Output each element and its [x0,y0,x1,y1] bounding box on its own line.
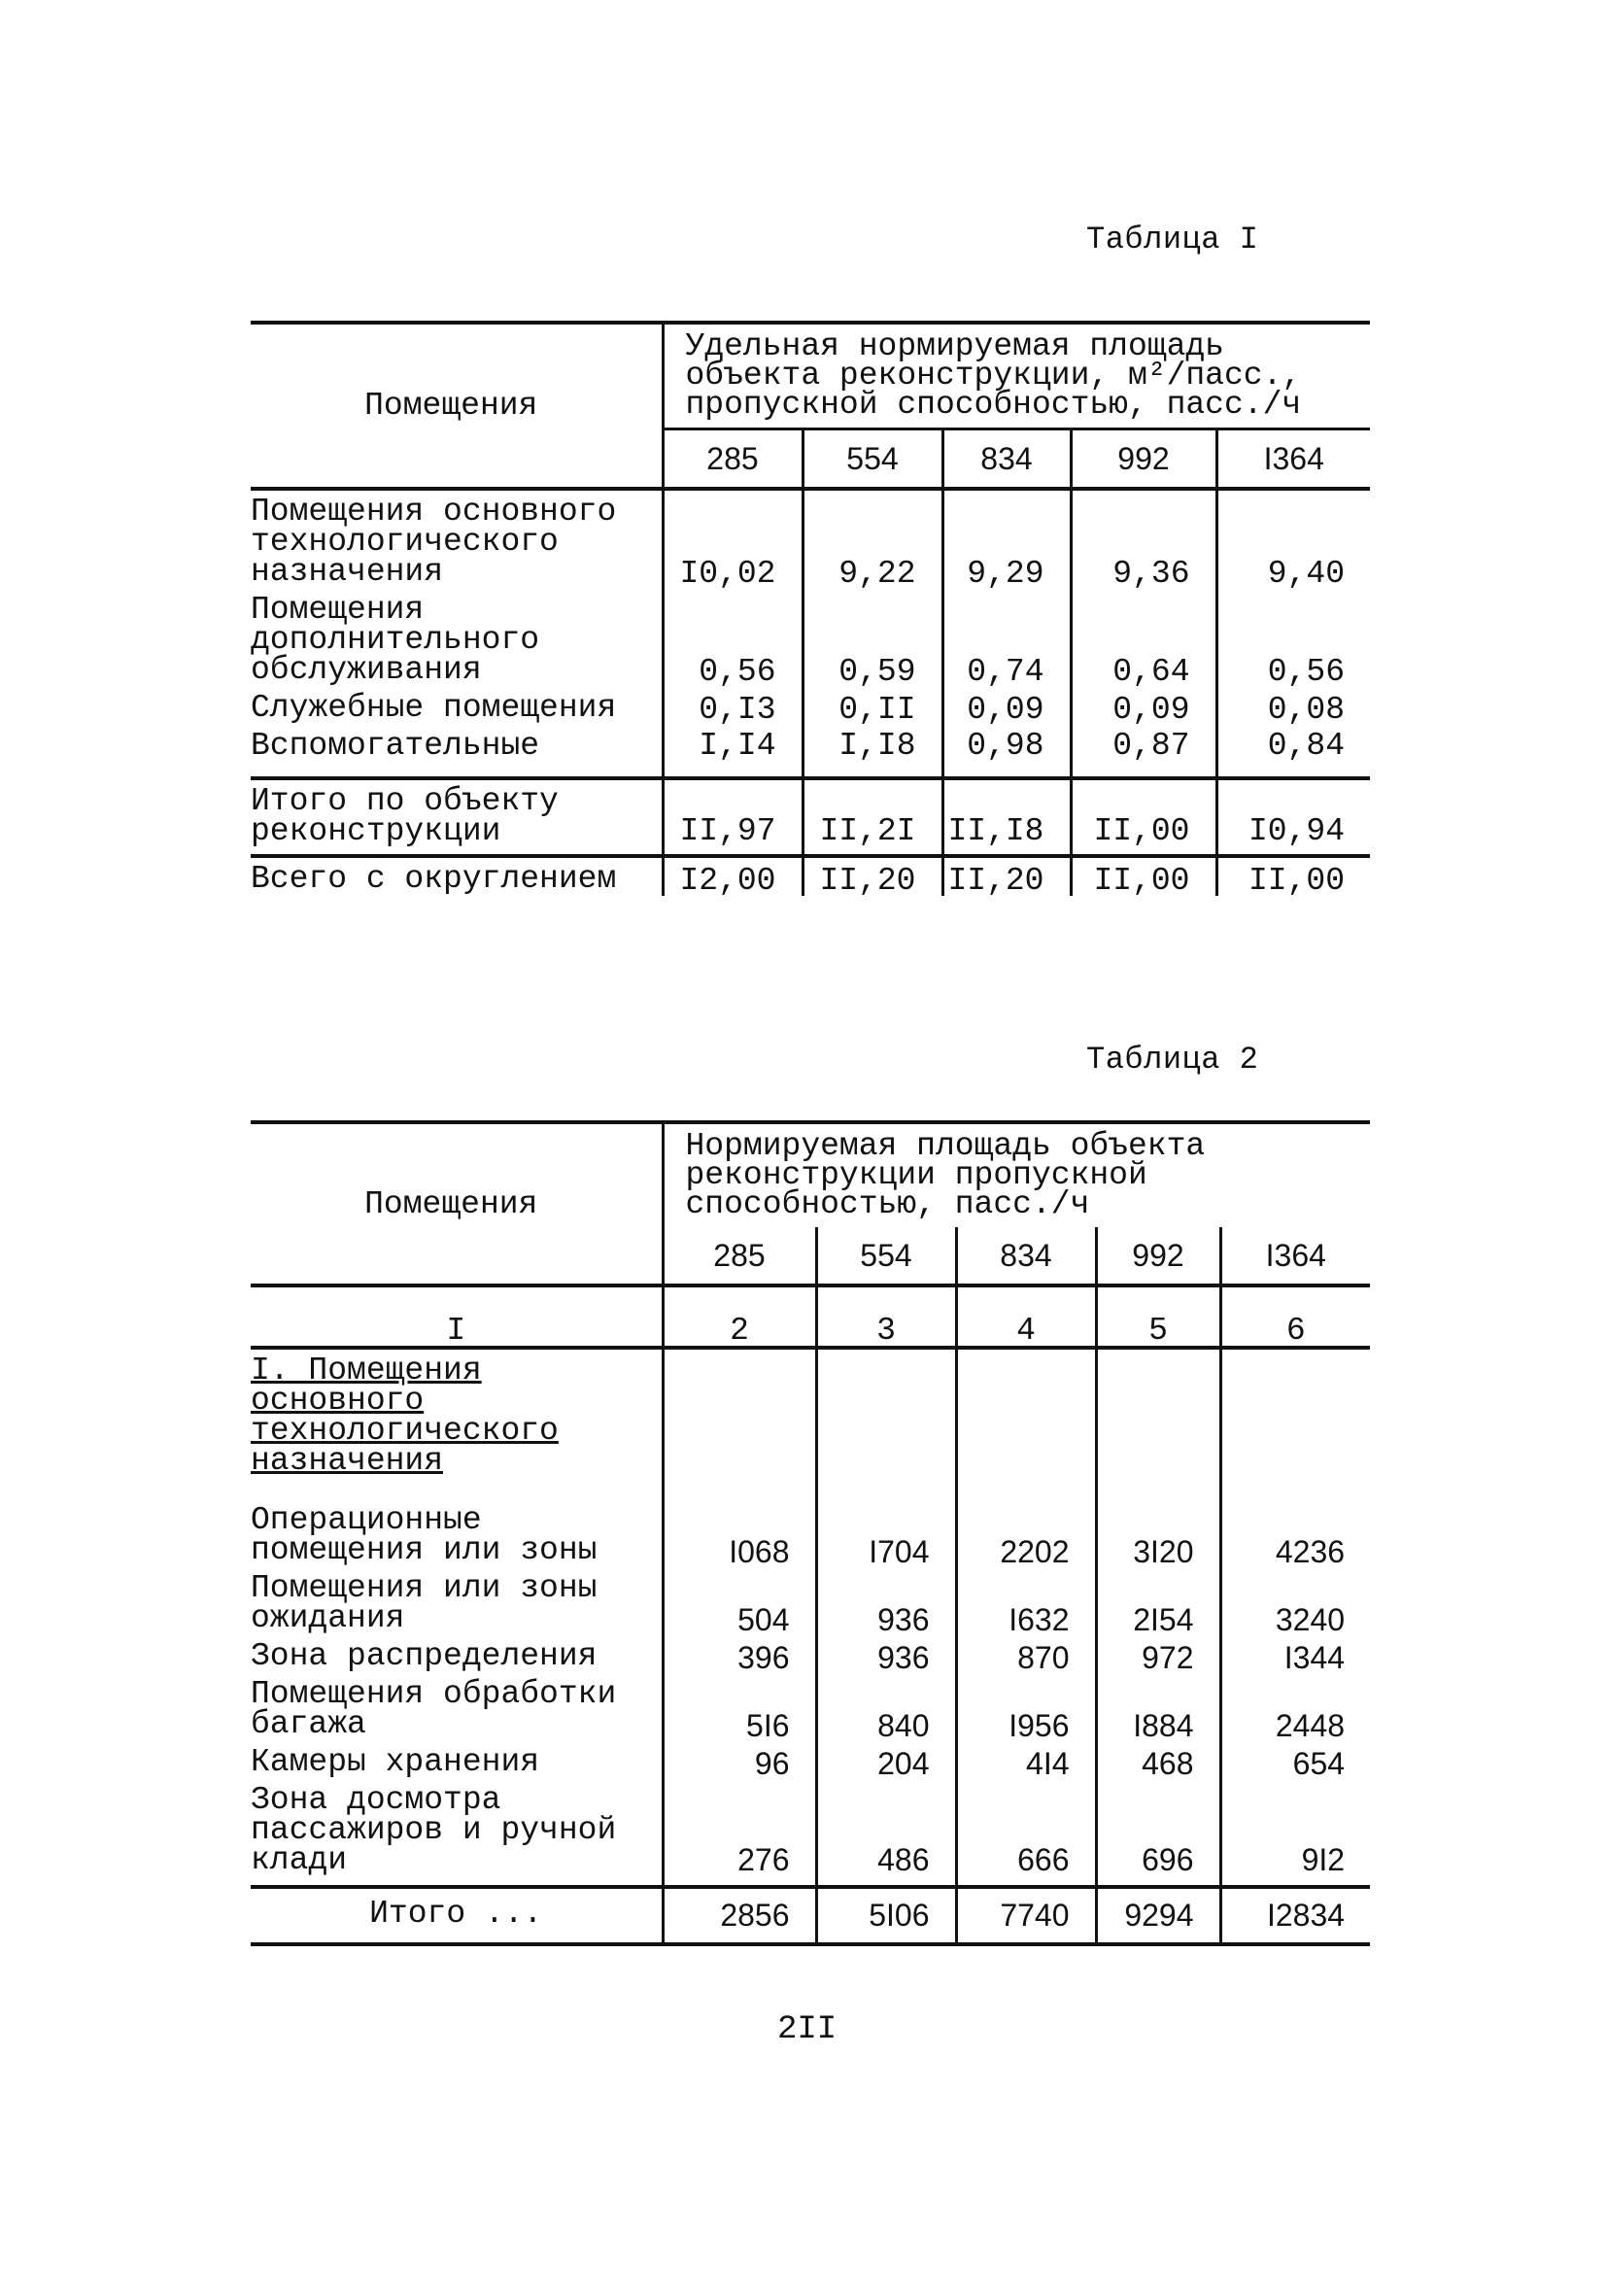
cell-value: I0,94 [1216,778,1370,856]
table1-group-header: Удельная нормируемая площадь объекта реконструкции, м²/пасс., пропускной способностью, пасс./ч [663,323,1370,429]
cell-value: 3240 [1220,1567,1370,1635]
cell-value: 0,56 [1216,589,1370,687]
table1-capacity-header: 554 [803,429,942,490]
row-label: Зона досмотра пассажиров и ручной клади [251,1782,617,1878]
column-number: 6 [1220,1285,1370,1348]
table1-caption: Таблица I [1086,222,1259,257]
table1-capacity-header: 285 [663,429,803,490]
row-label: Камеры хранения [251,1744,540,1780]
row-label: Помещения или зоны ожидания [251,1570,598,1636]
cell-value: 2856 [663,1887,816,1944]
cell-value: 0,II [803,687,942,725]
cell-value: I632 [956,1567,1096,1635]
table2-capacity-header: 554 [816,1227,956,1285]
cell-value: 9,40 [1216,489,1370,589]
column-number: I [251,1285,663,1348]
cell-value: 396 [663,1635,816,1673]
section-heading: I. Помещения основного технологического назначения [251,1348,663,1499]
cell-value: I0,02 [663,489,803,589]
table-row-total [251,856,1370,896]
cell-value: 504 [663,1567,816,1635]
column-number: 2 [663,1285,816,1348]
table2-capacity-header: I364 [1220,1227,1370,1285]
cell-value: 666 [956,1779,1096,1887]
cell-value: 2202 [956,1499,1096,1567]
table1-capacity-header: I364 [1216,429,1370,490]
table2-group-header: Нормируемая площадь объекта реконструкции пропускной способностью, пасс./ч [663,1122,1370,1227]
subtotal-label: Итого по объекту реконструкции [251,778,663,856]
row-label: Служебные помещения [251,690,617,726]
row-label: Помещения обработки багажа [251,1676,617,1742]
cell-value: 0,64 [1071,589,1216,687]
cell-value: 7740 [956,1887,1096,1944]
cell-value: 9294 [1096,1887,1220,1944]
table1-capacity-header: 992 [1071,429,1216,490]
cell-value: 4236 [1220,1499,1370,1567]
table-row-subtotal [251,778,1370,856]
cell-value: II,I8 [942,778,1071,856]
cell-value: 0,87 [1071,725,1216,778]
table2-row-header: Помещения [251,1122,663,1285]
section-row [251,1348,1370,1499]
table-row [251,687,1370,725]
cell-value: 972 [1096,1635,1220,1673]
cell-value: I704 [816,1499,956,1567]
cell-value: 0,I3 [663,687,803,725]
cell-value: 870 [956,1635,1096,1673]
column-number-row [251,1285,1370,1348]
table-row [251,1567,1370,1635]
table-row [251,1499,1370,1567]
column-number: 3 [816,1285,956,1348]
cell-value: 5I6 [663,1673,816,1741]
cell-value: 96 [663,1741,816,1779]
cell-value: 9,29 [942,489,1071,589]
cell-value: 9,36 [1071,489,1216,589]
total-label: Всего с округлением [251,856,663,896]
table2-capacity-header: 834 [956,1227,1096,1285]
cell-value: I884 [1096,1673,1220,1741]
total-label: Итого ... [251,1887,663,1944]
cell-value: II,97 [663,778,803,856]
cell-value: 5I06 [816,1887,956,1944]
cell-value: 486 [816,1779,956,1887]
row-label: Зона распределения [251,1638,598,1674]
table1-capacity-header: 834 [942,429,1071,490]
cell-value: 4I4 [956,1741,1096,1779]
cell-value: I068 [663,1499,816,1567]
cell-value: 0,98 [942,725,1071,778]
row-label: Операционные помещения или зоны [251,1502,598,1568]
table-row [251,589,1370,687]
cell-value: 0,59 [803,589,942,687]
cell-value: I,I8 [803,725,942,778]
table1 [251,321,1370,899]
cell-value: II,00 [1216,856,1370,896]
table-row [251,1673,1370,1741]
cell-value: 0,09 [942,687,1071,725]
cell-value: I,I4 [663,725,803,778]
cell-value: 696 [1096,1779,1220,1887]
cell-value: 9,22 [803,489,942,589]
cell-value: I2834 [1220,1887,1370,1944]
cell-value: 0,84 [1216,725,1370,778]
page-number: 2II [777,2011,838,2048]
cell-value: II,00 [1071,856,1216,896]
cell-value: 0,56 [663,589,803,687]
cell-value: I2,00 [663,856,803,896]
cell-value: 936 [816,1567,956,1635]
cell-value: II,20 [942,856,1071,896]
cell-value: II,2I [803,778,942,856]
table-row [251,1741,1370,1779]
row-label: Вспомогательные [251,728,540,764]
cell-value: 0,08 [1216,687,1370,725]
cell-value: 840 [816,1673,956,1741]
column-number: 4 [956,1285,1096,1348]
cell-value: 654 [1220,1741,1370,1779]
cell-value: 204 [816,1741,956,1779]
cell-value: I956 [956,1673,1096,1741]
cell-value: 2I54 [1096,1567,1220,1635]
table2-capacity-header: 992 [1096,1227,1220,1285]
row-label: Помещения основного технологического назначения [251,489,663,589]
cell-value: I344 [1220,1635,1370,1673]
table2 [251,1120,1370,1946]
cell-value: 0,09 [1071,687,1216,725]
cell-value: 0,74 [942,589,1071,687]
cell-value: 936 [816,1635,956,1673]
table-row [251,1635,1370,1673]
cell-value: 9I2 [1220,1779,1370,1887]
cell-value: II,20 [803,856,942,896]
cell-value: II,00 [1071,778,1216,856]
column-number: 5 [1096,1285,1220,1348]
table2-caption: Таблица 2 [1086,1042,1259,1078]
table2-capacity-header: 285 [663,1227,816,1285]
row-label: Помещения дополнительного обслуживания [251,592,540,688]
table1-row-header: Помещения [251,323,663,489]
table-row [251,1779,1370,1887]
cell-value: 276 [663,1779,816,1887]
cell-value: 2448 [1220,1673,1370,1741]
cell-value: 468 [1096,1741,1220,1779]
cell-value: 3I20 [1096,1499,1220,1567]
table-row-total [251,1887,1370,1944]
table-row [251,489,1370,589]
table-row [251,725,1370,778]
